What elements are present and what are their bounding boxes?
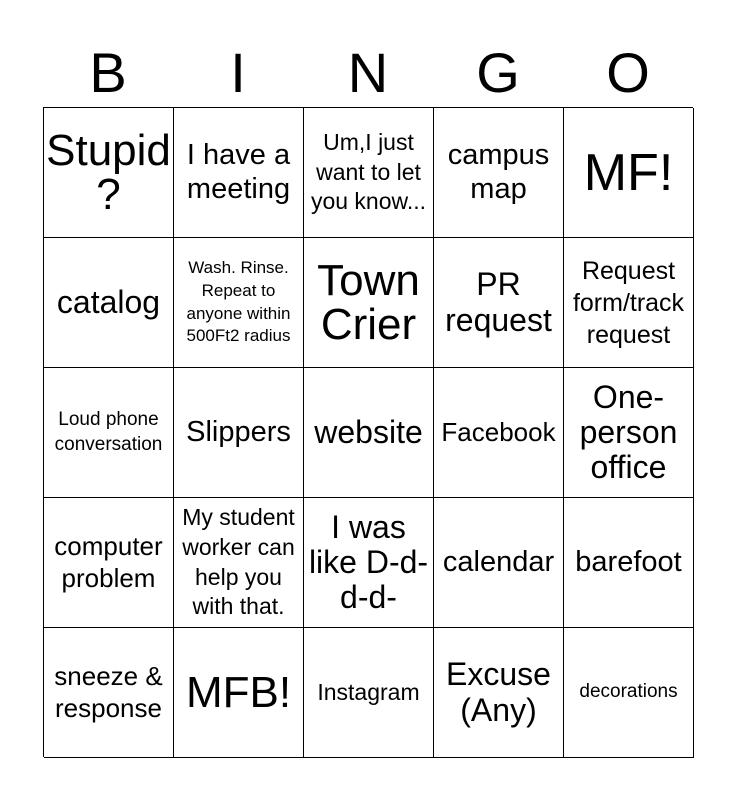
bingo-cell[interactable]: [564, 108, 694, 238]
bingo-cell[interactable]: [304, 628, 434, 758]
cell-text: computer problem: [54, 531, 163, 593]
bingo-cell[interactable]: [44, 498, 174, 628]
cell-text: Loud phone conversation: [54, 408, 163, 455]
cell-text: website: [314, 413, 423, 450]
header-letter-n: N: [347, 41, 389, 104]
cell-text: Um,I just want to let you know...: [310, 128, 427, 215]
bingo-cell[interactable]: [564, 498, 694, 628]
bingo-cell[interactable]: [44, 628, 174, 758]
bingo-cell[interactable]: [174, 368, 304, 498]
bingo-cell[interactable]: [174, 498, 304, 628]
cell-text: Instagram: [317, 678, 420, 705]
cell-text: MF!: [583, 143, 674, 202]
cell-text: MFB!: [185, 667, 292, 717]
bingo-cell[interactable]: [174, 108, 304, 238]
bingo-cell[interactable]: [434, 368, 564, 498]
bingo-cell[interactable]: [304, 498, 434, 628]
cell-text: Wash. Rinse. Repeat to anyone within 500Ft2 radius: [186, 257, 291, 346]
header-letter-b: B: [89, 41, 127, 104]
cell-text: barefoot: [575, 545, 682, 578]
bingo-cell[interactable]: [434, 628, 564, 758]
cell-text: I was like D-d-d-d-: [308, 508, 429, 616]
bingo-cell[interactable]: [174, 628, 304, 758]
bingo-cell[interactable]: [304, 238, 434, 368]
bingo-header: [43, 40, 693, 106]
cell-text: decorations: [579, 681, 678, 703]
bingo-cell[interactable]: [44, 108, 174, 238]
bingo-board: [43, 107, 693, 757]
header-letter-o: O: [606, 41, 650, 104]
bingo-cell[interactable]: [304, 108, 434, 238]
cell-text: Facebook: [441, 416, 556, 447]
cell-text: My student worker can help you with that.: [182, 503, 295, 620]
bingo-cell[interactable]: [304, 368, 434, 498]
header-letter-g: G: [476, 41, 520, 104]
bingo-cell[interactable]: [174, 238, 304, 368]
cell-text: Stupid ?: [46, 125, 171, 219]
bingo-cell[interactable]: [434, 108, 564, 238]
bingo-cell[interactable]: [44, 368, 174, 498]
cell-text: I have a meeting: [186, 139, 291, 205]
cell-text: catalog: [56, 283, 161, 320]
cell-text: One-person office: [579, 378, 678, 486]
header-letter-i: I: [230, 41, 246, 104]
cell-text: sneeze & response: [54, 661, 163, 723]
cell-text: Slippers: [186, 415, 291, 448]
cell-text: calendar: [442, 545, 555, 578]
cell-text: Town Crier: [317, 255, 420, 349]
bingo-cell[interactable]: [564, 628, 694, 758]
bingo-cell[interactable]: [434, 238, 564, 368]
cell-text: Request form/track request: [572, 256, 685, 349]
cell-text: campus map: [447, 139, 550, 205]
cell-text: Excuse (Any): [446, 656, 551, 728]
bingo-cell[interactable]: [44, 238, 174, 368]
bingo-cell[interactable]: [564, 238, 694, 368]
bingo-cell[interactable]: [434, 498, 564, 628]
cell-text: PR request: [445, 266, 552, 338]
bingo-cell[interactable]: [564, 368, 694, 498]
